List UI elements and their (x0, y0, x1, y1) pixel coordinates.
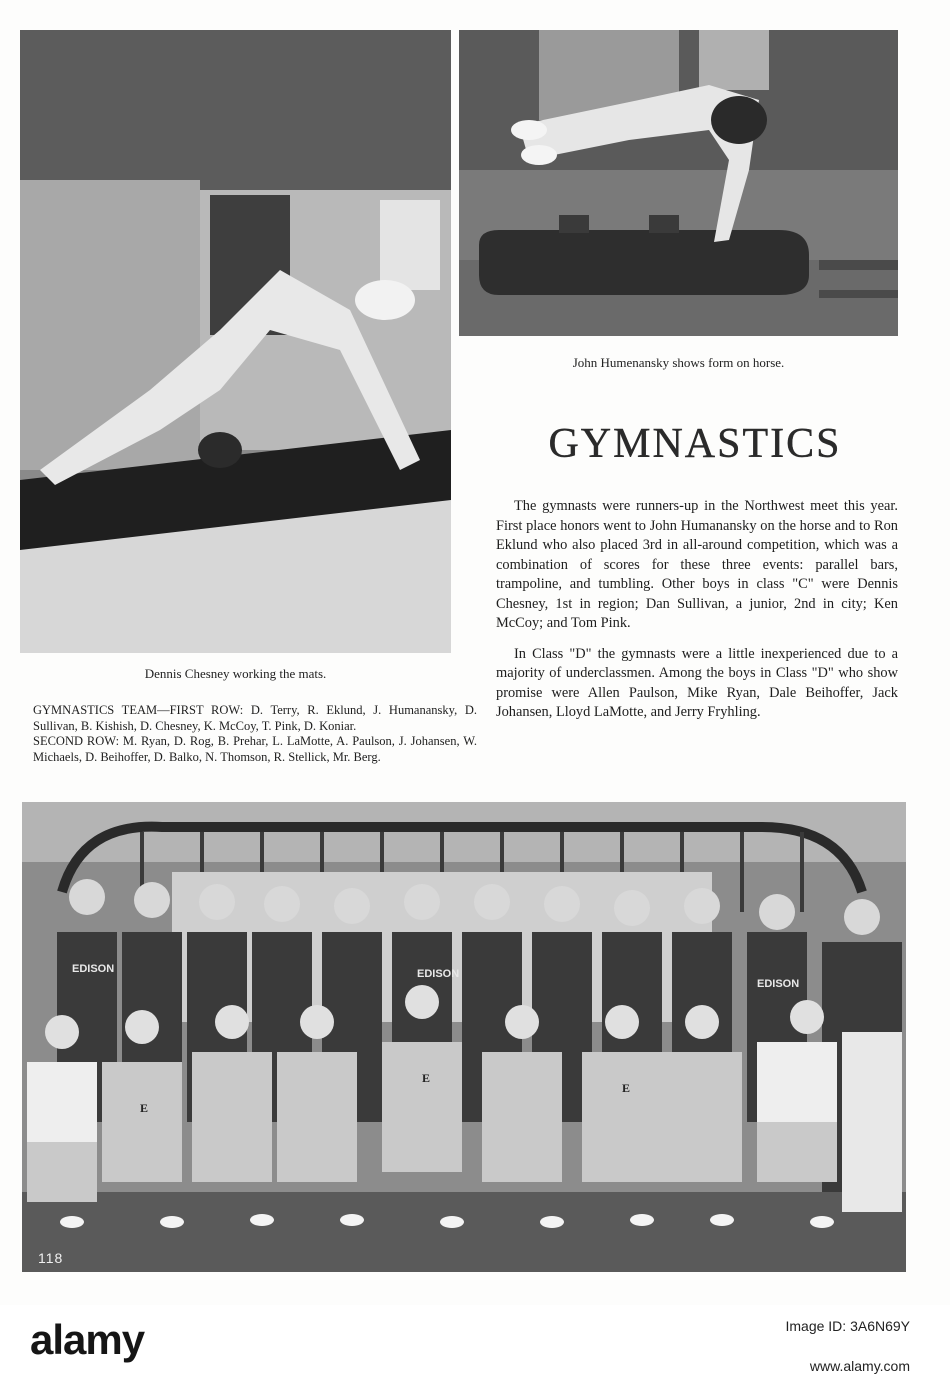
shirt-letter: E (140, 1101, 149, 1115)
tumbling-photo (20, 30, 451, 653)
team-roster (33, 703, 477, 765)
site-url[interactable]: www.alamy.com (809, 1358, 910, 1374)
jersey-lettering: EDISON (757, 978, 800, 990)
article-body (496, 497, 898, 734)
page-number: 118 (38, 1250, 64, 1266)
shirt-letter: E (622, 1081, 631, 1095)
roster-second-row: SECOND ROW: M. Ryan, D. Rog, B. Prehar, L. LaMotte, A. Paulson, J. Johansen, W. Michaels, D. Beihoffer, D. Balko, N. Thomson, R. Stellick, Mr. Berg. (33, 734, 477, 764)
image-id: Image ID: 3A6N69Y (785, 1318, 910, 1334)
shirt-letter: E (422, 1071, 431, 1085)
jersey-lettering: EDISON (72, 963, 115, 975)
pommel-horse-photo (459, 30, 898, 336)
article-title: GYMNASTICS (548, 421, 842, 467)
article-paragraph: The gymnasts were runners-up in the Northwest meet this year. First place honors went to John Humanansky on the horse and to Ron Eklund who also placed 3rd in all-around competition, which was a combination of scores for these three events: parallel bars, trampoline, and tumbling. Other boys in class "C" were Dennis Chesney, 1st in region; Dan Sullivan, a junior, 2nd in city; Ken McCoy; and Tom Pink. (496, 498, 898, 631)
alamy-logo[interactable]: alamy (30, 1316, 145, 1363)
article-paragraph: In Class "D" the gymnasts were a little inexperienced due to a majority of underclassmen. Among the boys in Class "D" who show promise were Allen Paulson, Mike Ryan, Dale Beihoffer, Jack Johansen, Lloyd LaMotte, and Jerry Fryhling. (496, 645, 898, 720)
jersey-lettering: EDISON (417, 968, 460, 980)
roster-first-row: GYMNASTICS TEAM—FIRST ROW: D. Terry, R. Eklund, J. Humanansky, D. Sullivan, B. Kishish, D. Chesney, K. McCoy, T. Pink, D. Koniar. (33, 703, 477, 733)
pommel-horse-photo-caption: John Humenansky shows form on horse. (572, 355, 785, 370)
tumbling-photo-caption: Dennis Chesney working the mats. (144, 666, 327, 681)
team-photo (22, 802, 906, 1272)
